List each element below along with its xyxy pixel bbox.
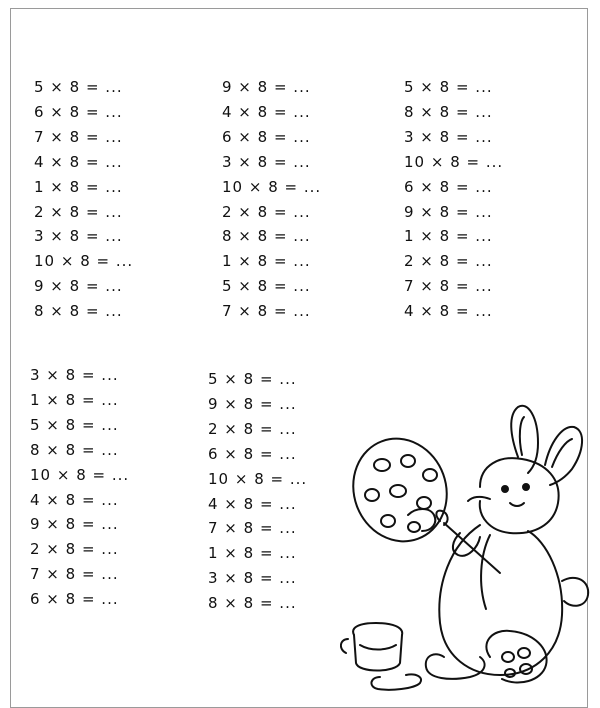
multiplication-exercise: 2 × 8 = ... [404,252,493,271]
multiplication-exercise: 4 × 8 = ... [404,302,493,321]
multiplication-exercise: 8 × 8 = ... [222,227,311,246]
multiplication-exercise: 3 × 8 = ... [30,366,119,384]
multiplication-exercise: 9 × 8 = ... [34,277,123,296]
multiplication-exercise: 4 × 8 = ... [30,490,119,509]
multiplication-exercise: 9 × 8 = ... [404,202,493,221]
multiplication-exercise: 6 × 8 = ... [222,127,311,146]
multiplication-exercise: 1 × 8 = ... [30,390,119,409]
multiplication-exercise: 10 × 8 = ... [222,177,322,196]
bunny-painting-egg-icon [340,395,600,703]
multiplication-exercise: 1 × 8 = ... [34,177,123,196]
multiplication-exercise: 2 × 8 = ... [222,202,311,221]
multiplication-exercise: 10 × 8 = ... [208,469,308,488]
multiplication-exercise: 3 × 8 = ... [222,152,311,171]
multiplication-exercise: 3 × 8 = ... [404,127,493,146]
multiplication-exercise: 5 × 8 = ... [222,277,311,296]
multiplication-exercise: 1 × 8 = ... [208,544,297,563]
multiplication-exercise: 4 × 8 = ... [34,152,123,171]
multiplication-exercise: 9 × 8 = ... [208,394,297,413]
multiplication-exercise: 3 × 8 = ... [208,569,297,588]
multiplication-exercise: 7 × 8 = ... [222,302,311,321]
multiplication-exercise: 9 × 8 = ... [30,515,119,534]
multiplication-exercise: 4 × 8 = ... [222,102,311,121]
multiplication-exercise: 10 × 8 = ... [404,152,504,171]
multiplication-exercise: 10 × 8 = ... [30,465,130,484]
multiplication-exercise: 7 × 8 = ... [208,519,297,538]
multiplication-exercise: 2 × 8 = ... [30,540,119,559]
multiplication-exercise: 6 × 8 = ... [208,444,297,463]
multiplication-exercise: 5 × 8 = ... [208,370,297,388]
multiplication-exercise: 5 × 8 = ... [30,415,119,434]
multiplication-exercise: 7 × 8 = ... [404,277,493,296]
multiplication-exercise: 1 × 8 = ... [222,252,311,271]
multiplication-exercise: 2 × 8 = ... [208,419,297,438]
multiplication-exercise: 8 × 8 = ... [404,102,493,121]
multiplication-exercise: 7 × 8 = ... [30,565,119,584]
multiplication-exercise: 8 × 8 = ... [34,302,123,321]
multiplication-exercise: 1 × 8 = ... [404,227,493,246]
multiplication-exercise: 8 × 8 = ... [30,440,119,459]
multiplication-exercise: 5 × 8 = ... [34,78,123,96]
multiplication-exercise: 5 × 8 = ... [404,78,493,96]
multiplication-exercise: 7 × 8 = ... [34,127,123,146]
multiplication-exercise: 4 × 8 = ... [208,494,297,513]
multiplication-exercise: 2 × 8 = ... [34,202,123,221]
multiplication-exercise: 3 × 8 = ... [34,227,123,246]
multiplication-exercise: 10 × 8 = ... [34,252,134,271]
multiplication-exercise: 6 × 8 = ... [404,177,493,196]
multiplication-exercise: 6 × 8 = ... [30,590,119,609]
multiplication-exercise: 9 × 8 = ... [222,78,311,96]
multiplication-exercise: 6 × 8 = ... [34,102,123,121]
multiplication-exercise: 8 × 8 = ... [208,594,297,613]
